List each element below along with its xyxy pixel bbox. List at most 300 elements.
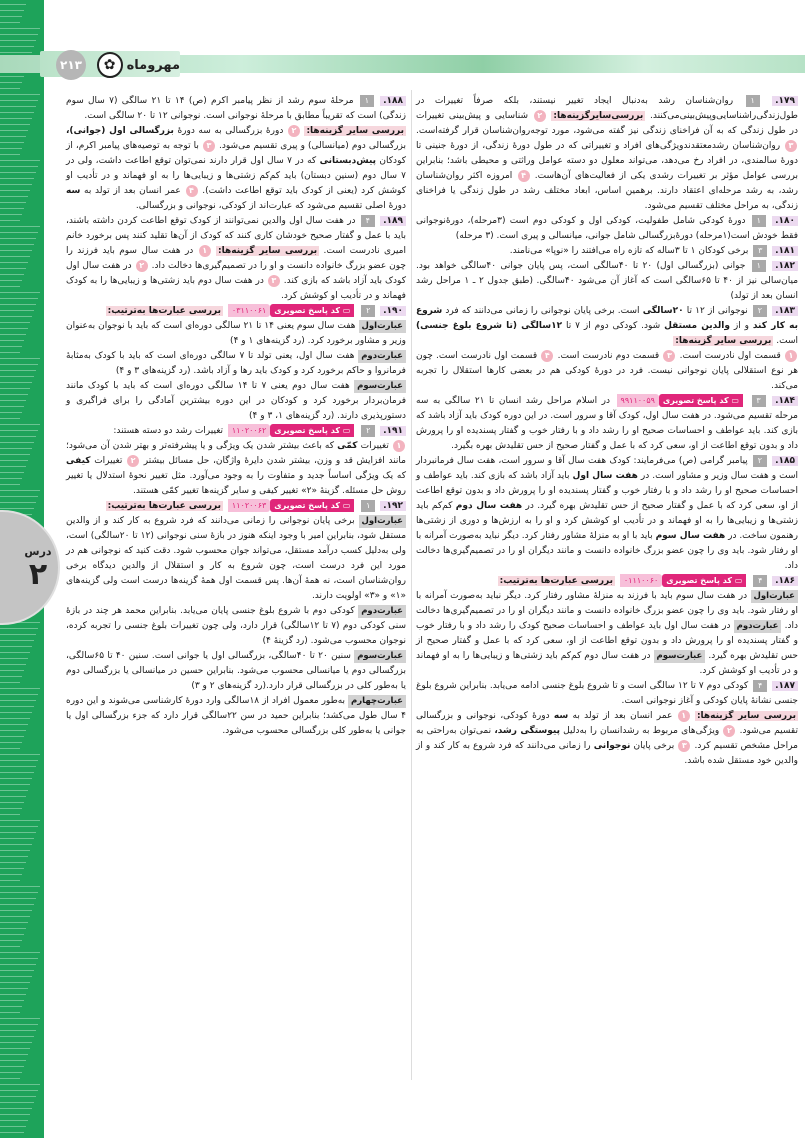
strip-line xyxy=(0,82,22,83)
code-label-text: کد پاسخ تصویری xyxy=(666,576,732,585)
strip-line xyxy=(0,1060,26,1061)
strip-line xyxy=(0,1054,28,1055)
strip-line xyxy=(0,370,36,371)
butterfly-icon: ✿ xyxy=(97,52,123,78)
visual-code-label: ▭ کد پاسخ تصویری xyxy=(270,499,354,512)
strip-line xyxy=(0,46,34,47)
strip-line xyxy=(0,76,24,77)
strip-line xyxy=(0,346,22,347)
strip-line xyxy=(0,16,22,17)
explanation-text: در اسلام مراحل رشد انسان تا ۲۱ سالگی به سه مرحله تقسیم می‌شود. در هفت سال اول، کودک آقا و سرور است. در این دوره کودک باید آزاد باشد که بازی کند. باید عواطف و احساسات صحیح او را رشد داد و با رفتار خوب و گفتار پسندیده او را پرورش داد و بدون توقع اطاعت از او، سعی کرد که با عمل و گفتار صحیح از حس تقلیدش بهره بگیرد. xyxy=(416,396,798,451)
bold-text: والدین مستقل xyxy=(664,321,730,331)
strip-line xyxy=(0,880,20,881)
answer-key: ۱ xyxy=(361,500,375,512)
strip-line xyxy=(0,820,40,821)
strip-line xyxy=(0,508,34,509)
strip-line xyxy=(0,40,36,41)
text: باید آزاد باشد که بازی کند. باید عواطف و احساسات صحیح او را رشد داد و با رفتار خوب و گفتار پسندیده او را پرورش داد و بدون توقع اطاعت از او، سعی کرد که با عمل و گفتار صحیح از حس تقلیدش بهره گیرد. در xyxy=(416,471,798,511)
text: عمر انسان بعد از تولد به xyxy=(572,711,673,721)
answer-key: ۱ xyxy=(752,260,766,272)
strip-line xyxy=(0,256,30,257)
text: و از xyxy=(733,321,749,331)
brand xyxy=(90,52,180,78)
strip-line xyxy=(0,910,32,911)
strip-line xyxy=(0,1114,30,1115)
text: پیامبر گرامی (ص) می‌فرمایند: کودک هفت سال آقا و سرور است، هفت سال فرمانبردار است و هفت سال وزیر و مشاور است. در xyxy=(416,456,798,481)
strip-line xyxy=(0,832,36,833)
visual-answer-code[interactable] xyxy=(228,304,354,317)
option-text: قسمت دوم نادرست است. xyxy=(557,351,660,361)
lesson-label: درس xyxy=(24,545,52,558)
code-label-text: کد پاسخ تصویری xyxy=(274,306,340,315)
answer-187 xyxy=(416,679,798,769)
strip-line xyxy=(0,430,38,431)
question-number: ۱۷۹. xyxy=(772,96,798,106)
text: دورهٔ بزرگسالی به سه دورهٔ xyxy=(177,126,284,136)
strip-line xyxy=(0,796,26,797)
review-statements-label: بررسی عبارت‌ها به‌ترتیب: xyxy=(107,501,222,511)
strip-line xyxy=(0,1072,22,1073)
strip-line xyxy=(0,490,40,491)
strip-line xyxy=(0,862,26,863)
strip-line xyxy=(0,1078,20,1079)
text: شود. کودکی دوم از ۷ تا xyxy=(566,321,661,331)
answer-key: ۴ xyxy=(753,680,767,692)
strip-line xyxy=(0,790,28,791)
strip-line xyxy=(0,1012,20,1013)
strip-line xyxy=(0,10,24,11)
visual-answer-code[interactable] xyxy=(228,499,354,512)
strip-line xyxy=(0,682,20,683)
option-text: قسمت اول نادرست است. چون هر نوع استقلالی پایان نوجوانی نیست. فرد در دورهٔ کودکی هم در بعضی کارها استقلال را تجربه می‌کند. xyxy=(416,351,798,391)
strip-line xyxy=(0,106,36,107)
strip-line xyxy=(0,1006,22,1007)
option-marker: ۱ xyxy=(199,245,211,257)
answer-key: ۴ xyxy=(361,215,375,227)
statement-label: عبارت‌دوم xyxy=(358,350,406,363)
strip-line xyxy=(0,250,32,251)
strip-line xyxy=(0,202,26,203)
strip-line xyxy=(0,244,34,245)
bold-text: ۲۰سالگی xyxy=(642,306,684,316)
strip-line xyxy=(0,1066,24,1067)
strip-line xyxy=(0,460,28,461)
strip-line xyxy=(0,784,30,785)
visual-code-value: ۹۹۱۱۰۰۵۹ xyxy=(617,394,659,407)
strip-line xyxy=(0,1120,28,1121)
strip-line xyxy=(0,1126,26,1127)
statement-text: در هفت سال اول باید عواطف و احساسات صحیح کودک را رشد داد و با رفتار خوب و گفتار پسندیده او را پرورش داد و بدون توقع اطاعت از او، سعی کرد که با عمل و گفتار صحیح از حس تقلیدش بهره گیرد. xyxy=(416,621,798,661)
answer-182 xyxy=(416,259,798,304)
strip-line xyxy=(0,184,32,185)
strip-line xyxy=(0,970,34,971)
strip-line xyxy=(0,220,20,221)
question-number: ۱۸۸. xyxy=(380,96,406,106)
strip-line xyxy=(0,358,40,359)
review-options-label: بررسی سایر گزینه‌ها: xyxy=(675,336,772,346)
text: تغییرات رشد دو دسته هستند: xyxy=(113,426,224,436)
bold-text: نوجوانی xyxy=(593,741,631,751)
visual-answer-code[interactable] xyxy=(228,424,354,437)
strip-line xyxy=(0,658,28,659)
strip-line xyxy=(0,136,26,137)
statement-label: عبارت‌دوم xyxy=(358,605,406,618)
option-marker: ۱ xyxy=(785,350,797,362)
strip-line xyxy=(0,730,26,731)
statement-text: هفت سال اول، یعنی تولد تا ۷ سالگی دوره‌ای است که باید با کودک به‌مثابهٔ فرمانروا و حاکم برخورد کرد و کودک باید رها و آزاد باشد. (رد گزینه‌های ۳ و ۴) xyxy=(66,351,406,376)
statement-text: هفت سال دوم یعنی ۷ تا ۱۴ سالگی دوره‌ای است که باید با کودک مانند فرمان‌بردار برخورد کرد و کودکان در این دوره بیشترین آمادگی را برای فراگیری و دستورپذیری دارند. (رد گزینه‌های ۱، ۳ و ۴) xyxy=(66,381,406,421)
question-number: ۱۸۴. xyxy=(772,396,798,406)
statement-text: در هفت سال دوم کم‌کم باید زشتی‌ها و زیبایی‌ها را به او فهماند و در تأدیب او کوشش کرد. xyxy=(416,651,798,676)
visual-answer-code[interactable] xyxy=(617,394,743,407)
strip-line xyxy=(0,310,34,311)
option-marker: ۲ xyxy=(136,260,148,272)
strip-line xyxy=(0,712,32,713)
strip-line xyxy=(0,1132,24,1133)
question-number: ۱۸۲. xyxy=(772,261,798,271)
strip-line xyxy=(0,1048,30,1049)
strip-line xyxy=(0,760,38,761)
visual-code-label: ▭ کد پاسخ تصویری xyxy=(662,574,746,587)
strip-line xyxy=(0,280,22,281)
bold-text: ۱۲سالگی (تا شروع بلوغ جنسی) xyxy=(416,321,563,331)
bold-text: هفت سال دوم xyxy=(455,501,523,511)
option-text: روان‌شناسان رشدمعتقدندویژگی‌های افراد و تغییراتی که در طول دورهٔ زندگی، از دورهٔ جنینی تا دورهٔ سالمندی، در افراد رخ می‌دهد، می‌تواند معلول دو دسته عوامل وراثتی و محیطی باشد؛ بنابراین بررسی عوامل مؤثر بر تغییرات رشدی یکی از فعالیت‌های آن‌هاست. xyxy=(416,141,798,181)
strip-line xyxy=(0,952,40,953)
option-marker: ۴ xyxy=(541,350,553,362)
strip-line xyxy=(0,112,34,113)
bold-text: سه xyxy=(66,186,81,196)
strip-line xyxy=(0,736,24,737)
strip-line xyxy=(0,304,36,305)
strip-line xyxy=(0,754,40,755)
strip-line xyxy=(0,100,38,101)
strip-line xyxy=(0,286,20,287)
question-number: ۱۸۷. xyxy=(772,681,798,691)
statement-text: به‌طور معمول افراد از ۱۸سالگی وارد دورهٔ کارشناسی می‌شوند و این دوره ۴ سال طول می‌کشد؛ بنابراین حمید در سن ۲۲سالگی قرار دارد که جزء بزرگسالی اول یا جوانی یا به‌طور کلی بزرگسالی محسوب می‌شود. xyxy=(66,696,407,736)
statement-label: عبارت‌سوم xyxy=(354,380,406,393)
explanation-text: جوانی (بزرگسالی اول) ۲۰ تا ۴۰سالگی است، پس پایان جوانی ۴۰سالگی خواهد بود. میان‌سالی نیز از ۴۰ تا ۶۵سالگی است که آغاز آن می‌شود ۴۰سالگی. (طبق جدول ۲ ـ ۱ مراحل رشد انسان بعد از تولد) xyxy=(416,261,799,301)
column-divider xyxy=(411,90,412,1080)
statement-label: عبارت‌چهارم xyxy=(348,695,406,708)
statement-label: عبارت‌سوم xyxy=(354,650,406,663)
text: دورهٔ اصلی تقسیم می‌شود که عبارت‌اند از کودکی، نوجوانی و بزرگسالی. xyxy=(135,201,406,211)
strip-line xyxy=(0,442,34,443)
strip-line xyxy=(0,934,24,935)
bold-text: کمّی xyxy=(337,441,358,451)
strip-line xyxy=(0,394,28,395)
statement-text: در هفت سال سوم باید با فرزند به منزلهٔ مشاور رفتار کرد. دیگر نباید به‌صورت آمرانه با او رفتار شود. باید وی را چون عضو بزرگ خانواده دانست و مانند دیگران او را در تصمیم‌گیری‌ها دخالت داد. xyxy=(416,591,798,631)
option-marker: ۲ xyxy=(288,125,300,137)
explanation-text: در هفت سال اول والدین نمی‌توانند از کودک توقع اطاعت کردن داشته باشند، باید با عمل و گفتار صحیح خودشان کاری کنند که کودک از آن‌ها تقلید کنند پس برخورد خانم امیری نادرست است. xyxy=(66,216,406,256)
strip-line xyxy=(0,652,30,653)
answer-key: ۱ xyxy=(752,215,766,227)
strip-line xyxy=(0,1084,40,1085)
strip-line xyxy=(0,1000,24,1001)
strip-line xyxy=(0,892,38,893)
answer-181 xyxy=(416,244,798,259)
strip-line xyxy=(0,292,40,293)
answer-key: ۲ xyxy=(753,455,767,467)
strip-line xyxy=(0,1096,36,1097)
answer-190 xyxy=(66,304,406,424)
strip-line xyxy=(0,868,24,869)
option-text: در هفت سال سوم باید فرزند را چون عضو بزرگ خانواده دانست و او را در تصمیم‌گیری‌ها دخالت داد. xyxy=(66,246,406,271)
strip-line xyxy=(0,898,36,899)
review-options-label: بررسی سایر گزینه‌ها: xyxy=(306,126,404,136)
strip-line xyxy=(0,376,34,377)
strip-line xyxy=(0,328,28,329)
strip-line xyxy=(0,982,30,983)
visual-code-value: ۱۱۰۲۰۰۶۳ xyxy=(228,499,270,512)
explanation-text: روان‌شناسان رشد به‌دنبال ایجاد تغییر نیستند، بلکه صرفاً تغییرات در طول‌زندگی‌راشناسایی‌وپیش‌بینی‌می‌کنند. xyxy=(416,96,798,121)
bold-text: هفت سال سوم xyxy=(655,531,726,541)
strip-line xyxy=(0,904,34,905)
answer-183 xyxy=(416,304,798,394)
strip-line xyxy=(0,190,30,191)
strip-line xyxy=(0,118,32,119)
strip-line xyxy=(0,706,34,707)
visual-code-value: ۰۱۱۱۰۰۶۰ xyxy=(620,574,662,587)
option-marker: ۳ xyxy=(678,740,690,752)
strip-line xyxy=(0,1108,32,1109)
question-number: ۱۸۱. xyxy=(772,246,798,256)
text: را زمانی می‌دانند که فرد شروع به کار کند و از والدین خود مستقل شده باشد. xyxy=(416,741,798,766)
strip-line xyxy=(0,976,32,977)
strip-line xyxy=(0,124,30,125)
strip-line xyxy=(0,502,36,503)
code-label-text: کد پاسخ تصویری xyxy=(662,396,729,405)
strip-line xyxy=(0,340,24,341)
strip-line xyxy=(0,946,20,947)
answer-185 xyxy=(416,454,798,574)
strip-line xyxy=(0,856,28,857)
strip-line xyxy=(0,388,30,389)
strip-line xyxy=(0,418,20,419)
text: است. برخی پایان نوجوانی را زمانی می‌دانند که فرد xyxy=(445,306,640,316)
answer-key: ۲ xyxy=(361,305,375,317)
strip-line xyxy=(0,1024,38,1025)
text: با توجه به توصیه‌های پیامبر اکرم، از کودکان xyxy=(66,141,406,166)
strip-line xyxy=(0,694,38,695)
strip-line xyxy=(0,772,34,773)
strip-line xyxy=(0,640,34,641)
strip-line xyxy=(0,802,24,803)
strip-line xyxy=(0,94,40,95)
statement-label: عبارت‌اول xyxy=(359,320,406,333)
visual-answer-code[interactable] xyxy=(620,574,746,587)
strip-line xyxy=(0,670,24,671)
answer-184 xyxy=(416,394,798,454)
strip-line xyxy=(0,274,24,275)
bold-text: سه xyxy=(553,711,569,721)
code-label-text: کد پاسخ تصویری xyxy=(274,426,340,435)
statement-label: عبارت‌سوم xyxy=(654,650,706,663)
text: نمی‌توان به‌راحتی به مراحل مشخص تقسیم کرد. xyxy=(416,726,798,751)
page-number: ۲۱۳ xyxy=(56,50,86,80)
statement-label: عبارت‌اول xyxy=(751,590,798,603)
explanation-text: کودکی دوم ۷ تا ۱۲ سالگی است و تا شروع بلوغ جنسی ادامه می‌یابد. بنابراین شروع بلوغ جنسی نشانهٔ پایان کودکی و آغاز نوجوانی است. xyxy=(416,681,798,706)
strip-line xyxy=(0,4,26,5)
statement-text: سنین ۲۰ تا ۴۰سالگی، بزرگسالی اول یا جوانی است. سنین ۴۰ تا ۶۵سالگی، بزرگسالی دوم یا میانسالی محسوب می‌شود. بنابراین حسین در میانسالی یا بزرگسالی دوم یا به‌طور کلی در بزرگسالی قرار دارد.(رد گزینه‌های ۲ و ۳) xyxy=(66,651,406,691)
bold-text: شروع به کار کند xyxy=(416,306,798,331)
strip-line xyxy=(0,226,40,227)
strip-line xyxy=(0,994,26,995)
strip-line xyxy=(0,454,30,455)
lesson-number: ۲ xyxy=(28,557,48,592)
strip-line xyxy=(0,130,28,131)
text: باید با او به منزلهٔ مشاور رفتار کرد. دیگر نباید به‌صورت آمرانه با او رفتار شود. باید وی را چون عضو بزرگ خانواده دانست و مانند دیگران او را در تصمیم‌گیری‌ها دخالت داد. xyxy=(416,531,798,571)
strip-line xyxy=(0,628,38,629)
answer-key: ۳ xyxy=(753,245,767,257)
question-number: ۱۸۵. xyxy=(772,456,798,466)
question-number: ۱۸۰. xyxy=(772,216,798,226)
review-options-label: بررسی‌سایرگزینه‌ها: xyxy=(553,111,644,121)
strip-line xyxy=(0,1018,40,1019)
text: تغییرات xyxy=(360,441,389,451)
strip-line xyxy=(0,808,22,809)
answer-key: ۲ xyxy=(753,305,767,317)
strip-line xyxy=(0,262,28,263)
strip-line xyxy=(0,166,38,167)
strip-line xyxy=(0,688,40,689)
visual-code-value: ۱۱۰۲۰۰۶۲ xyxy=(228,424,270,437)
strip-line xyxy=(0,634,36,635)
option-marker: ۲ xyxy=(534,110,546,122)
strip-line xyxy=(0,22,20,23)
answer-192 xyxy=(66,499,406,739)
strip-line xyxy=(0,676,22,677)
strip-line xyxy=(0,412,22,413)
strip-line xyxy=(0,826,38,827)
strip-line xyxy=(0,322,30,323)
strip-line xyxy=(0,484,20,485)
strip-line xyxy=(0,178,34,179)
strip-line xyxy=(0,724,28,725)
strip-line xyxy=(0,814,20,815)
text: که در ۷ سال اول قرار دارند نمی‌توان توقع اطاعت داشت، ولی در ۷ سال دوم (سنین دبستان) باید کم‌کم زشتی‌ها و زیبایی‌ها را به او فهماند و در تأدیب او کوشش کرد (یعنی از کودک باید توقع اطاعت داشت). xyxy=(66,156,406,196)
text: بزرگسالی دوم (میانسالی) و پیری تقسیم می‌شود. xyxy=(219,141,406,151)
option-marker: ۲ xyxy=(127,455,139,467)
strip-line xyxy=(0,208,24,209)
strip-line xyxy=(0,28,40,29)
strip-line xyxy=(0,844,32,845)
strip-line xyxy=(0,154,20,155)
explanation-text: مرحلهٔ سوم رشد از نظر پیامبر اکرم (ص) ۱۴ تا ۲۱ سالگی (۷ سال سوم زندگی) است که تقریباً مطابق با مرحلهٔ نوجوانی است. نوجوانی ۱۲ تا ۲۰ سالگی است. xyxy=(66,96,406,121)
left-column xyxy=(66,94,406,739)
strip-line xyxy=(0,466,26,467)
strip-line xyxy=(0,940,22,941)
strip-line xyxy=(0,964,36,965)
question-number: ۱۸۶. xyxy=(772,576,798,586)
strip-line xyxy=(0,922,28,923)
option-marker: ۳ xyxy=(663,350,675,362)
strip-line xyxy=(0,646,32,647)
answer-189 xyxy=(66,214,406,304)
statement-label: عبارت‌دوم xyxy=(734,620,782,633)
statement-text: هفت سال سوم یعنی ۱۴ تا ۲۱ سالگی دوره‌ای است که باید با نوجوان به‌عنوان وزیر و مشاور برخورد کرد. (رد گزینه‌های ۱ و ۴) xyxy=(66,321,406,346)
strip-line xyxy=(0,664,26,665)
strip-line xyxy=(0,238,36,239)
answer-key: ۲ xyxy=(361,425,375,437)
statement-label: عبارت‌اول xyxy=(359,515,406,528)
answer-key: ۱ xyxy=(746,95,760,107)
strip-line xyxy=(0,334,26,335)
strip-line xyxy=(0,742,22,743)
strip-line xyxy=(0,298,38,299)
strip-line xyxy=(0,424,40,425)
strip-line xyxy=(0,700,36,701)
strip-line xyxy=(0,352,20,353)
strip-line xyxy=(0,406,24,407)
question-number: ۱۹۱. xyxy=(380,426,406,436)
review-statements-label: بررسی عبارت‌ها به‌ترتیب: xyxy=(107,306,222,316)
question-number: ۱۸۳. xyxy=(772,306,798,316)
question-number: ۱۸۹. xyxy=(380,216,406,226)
answer-186 xyxy=(416,574,798,679)
visual-code-label: ▭ کد پاسخ تصویری xyxy=(270,304,354,317)
strip-line xyxy=(0,1042,32,1043)
strip-line xyxy=(0,142,24,143)
strip-line xyxy=(0,214,22,215)
explanation-text: برخی کودکان ۱ تا ۳ساله که تازه راه می‌افتند را «نوپا» می‌نامند. xyxy=(509,246,749,256)
right-column xyxy=(416,94,798,769)
strip-line xyxy=(0,766,36,767)
text: ویژگی‌های مربوط به رشدانسان را به‌دلیل xyxy=(563,726,720,736)
question-number: ۱۹۰. xyxy=(380,306,406,316)
answer-191 xyxy=(66,424,406,499)
answer-180 xyxy=(416,214,798,244)
bold-text: هفت سال اول xyxy=(572,471,638,481)
visual-code-value: ۰۳۱۱۰۰۶۱ xyxy=(228,304,270,317)
option-text: شناسایی و پیش‌بینی تغییرات در طول زندگی که به آن فراخنای زندگی نیز گفته می‌شود، مورد توجه‌روان‌شناسان قرار گرفته‌است. xyxy=(416,111,798,136)
strip-line xyxy=(0,886,40,887)
review-statements-label: بررسی عبارت‌ها به‌ترتیب: xyxy=(499,576,614,586)
bold-text: پیوستگی رشد، xyxy=(494,726,560,736)
option-text: در هفت سال دوم باید زشتی‌ها و زیبایی‌ها را به کودک فهماند و در تأدیب او کوشش کرد. xyxy=(66,276,406,301)
review-options-label: بررسی سایر گزینه‌ها: xyxy=(218,246,318,256)
strip-line xyxy=(0,400,26,401)
statement-text: کودکی دوم با شروع بلوغ جنسی پایان می‌یابد. بنابراین محمد هر چند در بازهٔ سنی کودکی دوم (۷ تا ۱۲سالگی) قرار دارد، ولی چون تغییرات بلوغ جنسی را تجربه کرده، نوجوان محسوب می‌شود. (رد گزینهٔ ۴) xyxy=(66,606,406,646)
strip-line xyxy=(0,172,36,173)
text: نوجوانی از ۱۲ تا xyxy=(686,306,748,316)
option-marker: ۱ xyxy=(393,440,405,452)
option-marker: ۴ xyxy=(518,170,530,182)
strip-line xyxy=(0,850,30,851)
strip-line xyxy=(0,148,22,149)
option-marker: ۴ xyxy=(186,185,198,197)
strip-line xyxy=(0,778,32,779)
strip-line xyxy=(0,160,40,161)
text: که یک ویژگی اساساً جدید و متفاوت را به وجود می‌آورد. مثل تغییر نحوهٔ استدلال یا تغییر روش حل مسئله. گزینهٔ «۲» تغییر کیفی و سایر گزینه‌ها تغییر کمّی هستند. xyxy=(66,471,406,496)
strip-line xyxy=(0,472,24,473)
strip-line xyxy=(0,748,20,749)
option-marker: ۲ xyxy=(723,725,735,737)
strip-line xyxy=(0,364,38,365)
explanation-text: دورهٔ کودکی شامل طفولیت، کودکی اول و کودکی دوم است (۳مرحله)، دورهٔ‌نوجوانی فقط خودش است(۱مرحله) دورهٔ‌بزرگسالی شامل جوانی، میانسالی و پیری است. (۳ مرحله) xyxy=(416,216,798,241)
strip-line xyxy=(0,958,38,959)
answer-key: ۳ xyxy=(752,395,766,407)
answer-key: ۴ xyxy=(753,575,767,587)
strip-line xyxy=(0,52,32,53)
option-marker: ۳ xyxy=(268,275,280,287)
strip-line xyxy=(0,496,38,497)
option-text: قسمت اول نادرست است. xyxy=(679,351,781,361)
text: است. xyxy=(776,336,798,346)
strip-line xyxy=(0,1102,34,1103)
strip-line xyxy=(0,1036,34,1037)
text: کم‌کم باید زشتی‌ها و زیبایی‌ها را به او فهماند و در تأدیب او کوشش کرد و او را به ارزش‌ها و دوری از زشتی‌ها رهنمون ساخت. در xyxy=(416,501,798,541)
